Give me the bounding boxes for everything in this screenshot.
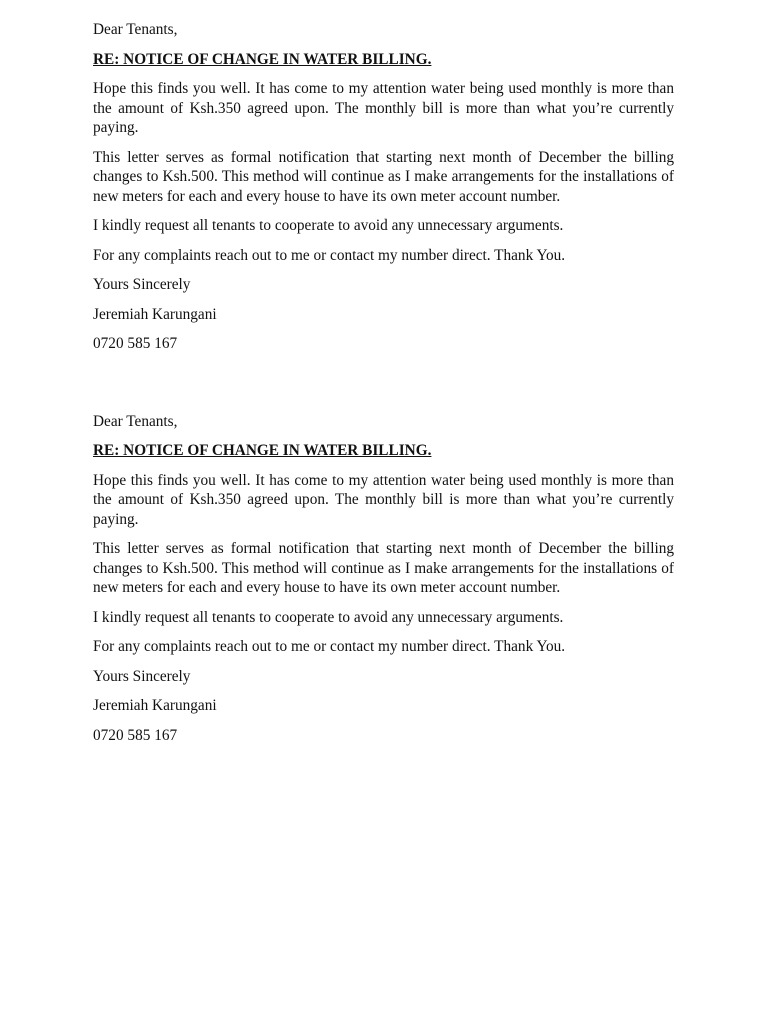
- body-paragraph: Hope this finds you well. It has come to my attention water being used monthly is more than the amount of Ksh.350 agreed upon. The monthly bill is more than what you’re currently paying.: [93, 471, 674, 528]
- body-paragraph: For any complaints reach out to me or contact my number direct. Thank You.: [93, 638, 566, 655]
- body-paragraph: Hope this finds you well. It has come to my attention water being used monthly is more than the amount of Ksh.350 agreed upon. The monthly bill is more than what you’re currently paying.: [93, 80, 674, 136]
- body-paragraph: This letter serves as formal notification that starting next month of December the billing changes to Ksh.500. This method will continue as I make arrangements for the installations of new meters for each and every house to have its own meter account number.: [93, 148, 674, 205]
- subject-line: RE: NOTICE OF CHANGE IN WATER BILLING.: [93, 50, 432, 68]
- salutation: Dear Tenants,: [93, 21, 178, 38]
- phone-number: 0720 585 167: [93, 726, 178, 744]
- phone-number: 0720 585 167: [93, 335, 178, 352]
- subject-line: RE: NOTICE OF CHANGE IN WATER BILLING.: [93, 442, 432, 459]
- body-paragraph: This letter serves as formal notification that starting next month of December the billing changes to Ksh.500. This method will continue as I make arrangements for the installations of new meters for each and every house to have its own meter account number.: [93, 540, 674, 596]
- signature-name: Jeremiah Karungani: [93, 305, 217, 323]
- letter-first: [93, 20, 674, 354]
- closing: Yours Sincerely: [93, 667, 191, 685]
- letter-separator: [93, 364, 674, 412]
- body-paragraph: For any complaints reach out to me or contact my number direct. Thank You.: [93, 246, 566, 264]
- letter-second: [93, 412, 674, 746]
- body-paragraph: I kindly request all tenants to cooperate to avoid any unnecessary arguments.: [93, 608, 564, 626]
- signature-name: Jeremiah Karungani: [93, 697, 217, 714]
- closing: Yours Sincerely: [93, 276, 191, 293]
- document-page: [93, 20, 674, 755]
- salutation: Dear Tenants,: [93, 412, 178, 430]
- body-paragraph: I kindly request all tenants to cooperate to avoid any unnecessary arguments.: [93, 217, 564, 234]
